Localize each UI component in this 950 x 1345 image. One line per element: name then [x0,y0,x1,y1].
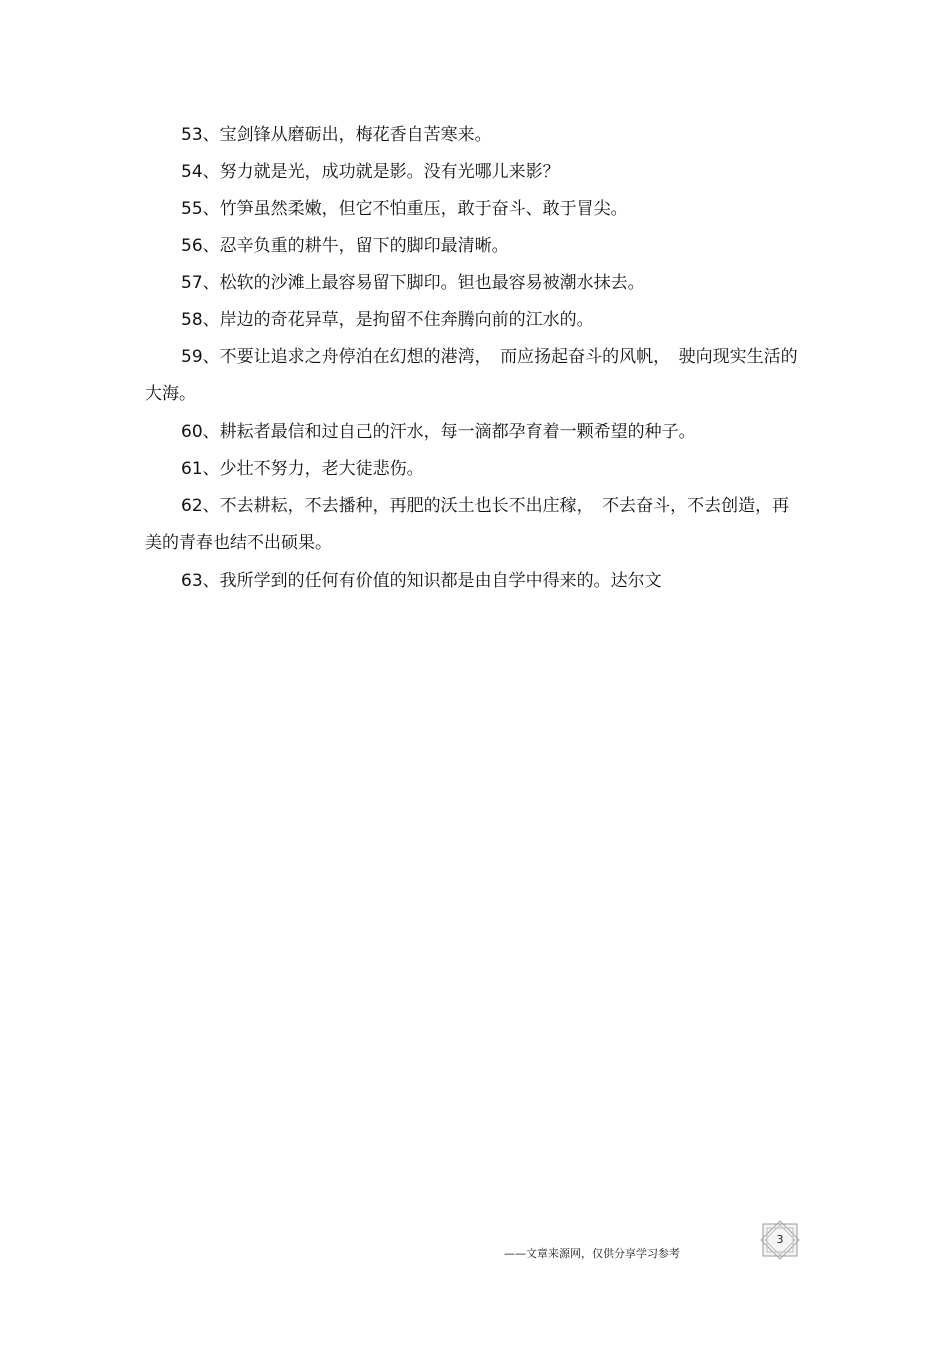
quote-56: 56、忍辛负重的耕牛，留下的脚印最清晰。 [181,236,509,256]
quote-58: 58、岸边的奇花异草，是拘留不住奔腾向前的江水的。 [181,310,594,330]
quote-63: 63、我所学到的任何有价值的知识都是由自学中得来的。达尔文 [181,571,662,591]
footer-source-note: ——文章来源网，仅供分享学习参考 [504,1247,680,1260]
page-number-badge [757,1220,803,1260]
page-number: 3 [776,1233,784,1246]
quote-62: 62、不去耕耘，不去播种，再肥的沃土也长不出庄稼， 不去奋斗，不去创造，再美的青春也结不出硕果。 [145,496,790,553]
quote-53: 53、宝剑锋从磨砺出，梅花香自苦寒来。 [181,125,492,145]
quote-61: 61、少壮不努力，老大徒悲伤。 [181,459,424,479]
quote-57: 57、松软的沙滩上最容易留下脚印。钽也最容易被潮水抹去。 [181,273,645,293]
quote-55: 55、竹笋虽然柔嫩，但它不怕重压，敢于奋斗、敢于冒尖。 [181,199,628,219]
quote-54: 54、努力就是光，成功就是影。没有光哪儿来影？ [181,162,560,182]
quote-60: 60、耕耘者最信和过自己的汗水，每一滴都孕育着一颗希望的种子。 [181,422,696,442]
quote-59: 59、不要让追求之舟停泊在幻想的港湾， 而应扬起奋斗的风帆， 驶向现实生活的大海。 [145,347,798,404]
